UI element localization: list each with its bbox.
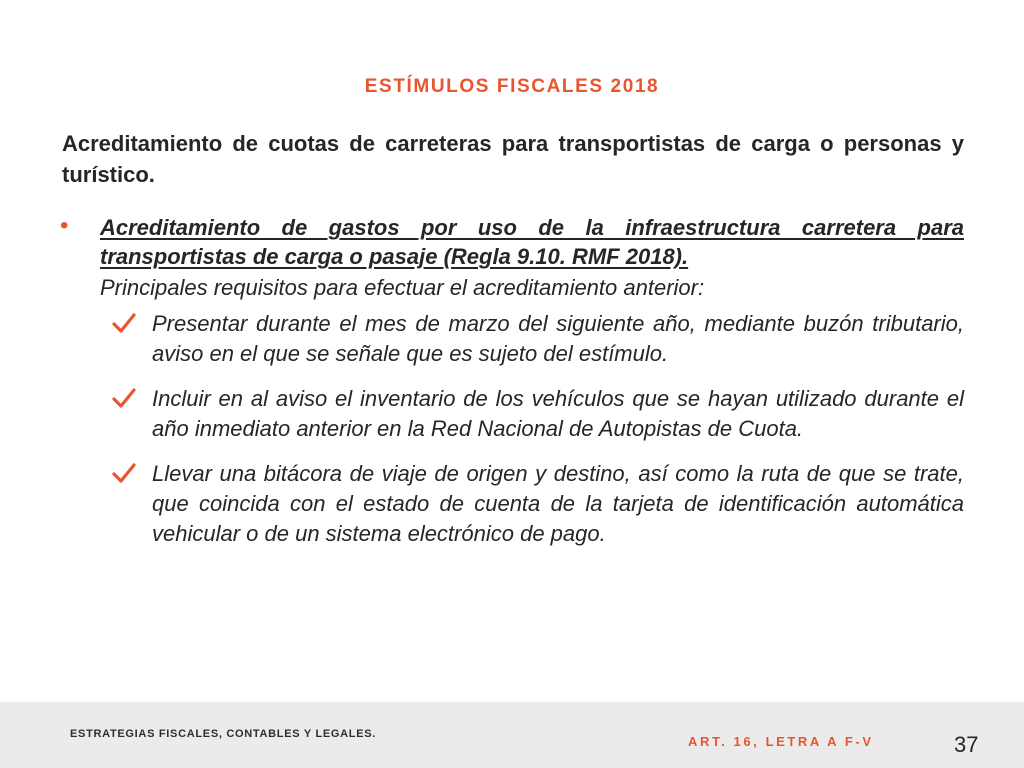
requirement-text: Incluir en al aviso el inventario de los vehículos que se hayan utilizado durante el año inmediato anterior en la Red Nacional de Autopistas de Cuota. <box>152 386 964 441</box>
checkmark-icon <box>112 388 136 408</box>
requirements-intro: Principales requisitos para efectuar el acreditamiento anterior: <box>100 275 705 300</box>
slide-title: ESTÍMULOS FISCALES 2018 <box>364 76 660 97</box>
bullet-icon: • <box>60 212 69 239</box>
requirement-text: Presentar durante el mes de marzo del siguiente año, mediante buzón tributario, aviso en el que se señale que es sujeto del estímulo. <box>152 311 964 366</box>
requirement-text: Llevar una bitácora de viaje de origen y destino, así como la ruta de que se trate, que coincida con el estado de cuenta de la tarjeta de identificación automática vehicular o de un sistema electrónico de pago. <box>152 461 964 546</box>
requirements-list <box>100 309 964 549</box>
slide-content <box>62 128 964 564</box>
bullet-item <box>62 213 964 549</box>
footer-bar <box>0 702 1024 768</box>
requirement-item <box>100 384 964 444</box>
page-number: 37 <box>954 732 979 757</box>
checkmark-icon <box>112 463 136 483</box>
section-heading: Acreditamiento de cuotas de carreteras para transportistas de carga o personas y turístico. <box>62 131 964 187</box>
requirement-item <box>100 459 964 549</box>
footer-article-reference: ART. 16, LETRA A F-V <box>688 734 874 749</box>
requirement-item <box>100 309 964 369</box>
checkmark-icon <box>112 313 136 333</box>
footer-company-text: ESTRATEGIAS FISCALES, CONTABLES Y LEGALES. <box>70 728 377 740</box>
bullet-text: Acreditamiento de gastos por uso de la infraestructura carretera para transportistas de carga o pasaje (Regla 9.10. RMF 2018). <box>100 215 964 269</box>
